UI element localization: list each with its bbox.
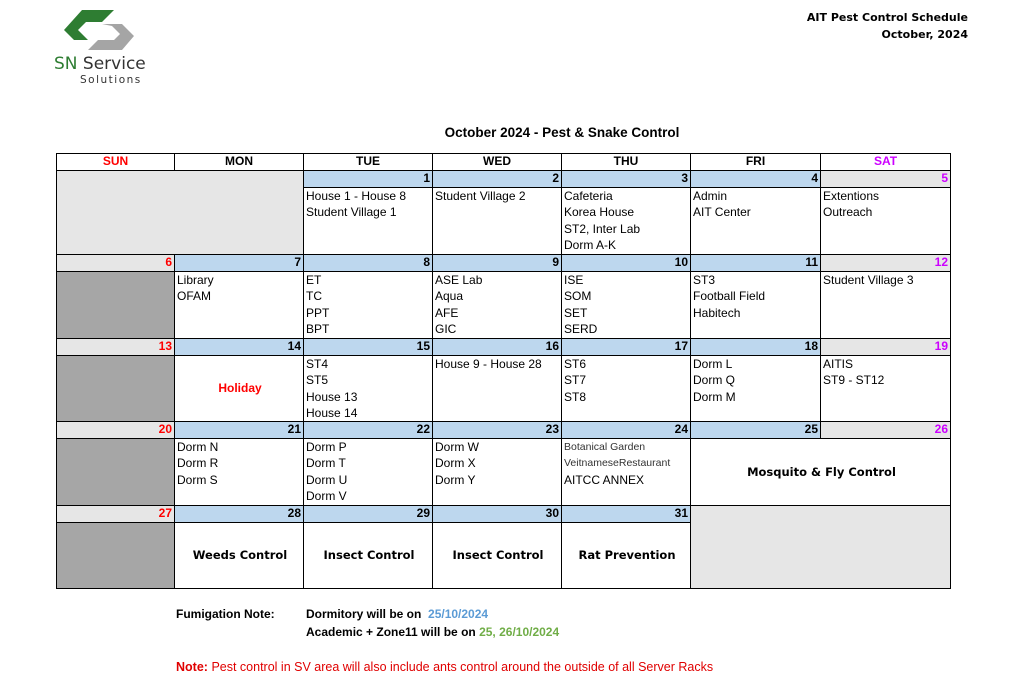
schedule-item: AIT Center <box>693 205 751 220</box>
schedule-item: Dorm A-K <box>564 237 617 252</box>
special-event: Insect Control <box>323 548 415 563</box>
date-number: 25 <box>690 421 821 439</box>
date-number: 22 <box>303 421 433 439</box>
schedule-item: Aqua <box>435 289 464 304</box>
date-number: 23 <box>432 421 562 439</box>
date-number: 1 <box>303 170 433 188</box>
date-number: 24 <box>561 421 691 439</box>
date-number: 20 <box>56 421 175 439</box>
fumigation-line2 <box>306 625 559 639</box>
schedule-item: Student Village 2 <box>435 189 526 203</box>
date-number: 14 <box>174 338 304 356</box>
date-number: 8 <box>303 254 433 272</box>
schedule-item: Cafeteria <box>564 189 613 203</box>
day-cell-1 <box>303 187 433 255</box>
day-cell-4 <box>690 187 821 255</box>
logo-sub: Solutions <box>80 74 142 86</box>
date-number: 9 <box>432 254 562 272</box>
date-number: 4 <box>690 170 821 188</box>
schedule-item: OFAM <box>177 289 212 304</box>
date-number: 27 <box>56 505 175 523</box>
schedule-item: Dorm S <box>177 472 218 487</box>
schedule-item: AITCC ANNEX <box>564 472 645 487</box>
schedule-item: Dorm V <box>306 488 347 503</box>
schedule-item: AITIS <box>823 357 854 371</box>
day-cell-24 <box>561 438 691 506</box>
day-cell-20 <box>56 438 175 506</box>
schedule-item: PPT <box>306 305 330 320</box>
schedule-item: ST2, Inter Lab <box>564 221 641 236</box>
logo-mark-icon <box>52 8 152 54</box>
day-cell-10 <box>561 271 691 339</box>
schedule-item: ST5 <box>306 373 329 388</box>
logo-brand-rest: Service <box>82 54 146 74</box>
fumigation-label: Fumigation Note: <box>176 607 275 621</box>
fumigation-text2: Academic + Zone11 will be on <box>306 625 476 639</box>
schedule-item: ISE <box>564 273 584 287</box>
date-number: 15 <box>303 338 433 356</box>
date-number: 11 <box>690 254 821 272</box>
day-cell-25 <box>690 438 951 506</box>
day-cell-30 <box>432 522 562 589</box>
note-text: Pest control in SV area will also include ants control around the outside of all Server Racks <box>211 660 714 674</box>
schedule-item: ST9 - ST12 <box>823 373 885 388</box>
doc-month: October, 2024 <box>881 28 968 41</box>
schedule-item: Dorm Y <box>435 472 476 487</box>
schedule-item: Outreach <box>823 205 873 220</box>
schedule-item: ET <box>306 273 322 287</box>
day-cell-13 <box>56 355 175 422</box>
day-header-tue: TUE <box>303 153 433 171</box>
schedule-item: Extentions <box>823 189 880 203</box>
day-cell-17 <box>561 355 691 422</box>
day-cell-19 <box>820 355 951 422</box>
date-number: 30 <box>432 505 562 523</box>
schedule-item: Library <box>177 273 214 287</box>
fumigation-date2: 25, 26/10/2024 <box>479 625 560 639</box>
calendar-title: October 2024 - Pest & Snake Control <box>444 125 680 140</box>
schedule-item: Botanical Garden <box>564 441 646 453</box>
fumigation-line1 <box>306 607 488 621</box>
special-event: Insect Control <box>452 548 544 563</box>
day-cell-28 <box>174 522 304 589</box>
special-event: Holiday <box>218 381 262 396</box>
schedule-item: SOM <box>564 289 592 304</box>
date-number: 21 <box>174 421 304 439</box>
day-cell-31 <box>561 522 691 589</box>
schedule-item: ST3 <box>693 273 716 287</box>
day-header-fri: FRI <box>690 153 821 171</box>
schedule-item: House 1 - House 8 <box>306 189 407 203</box>
schedule-item: BPT <box>306 321 330 336</box>
date-number: 6 <box>56 254 175 272</box>
day-cell-7 <box>174 271 304 339</box>
date-number: 29 <box>303 505 433 523</box>
schedule-item: SERD <box>564 321 598 336</box>
schedule-item: Dorm N <box>177 440 219 454</box>
special-event: Mosquito & Fly Control <box>747 464 896 479</box>
date-number: 3 <box>561 170 691 188</box>
schedule-item: TC <box>306 289 322 304</box>
day-cell-5 <box>820 187 951 255</box>
day-cell-2 <box>432 187 562 255</box>
schedule-item: Dorm U <box>306 472 348 487</box>
schedule-item: House 9 - House 28 <box>435 357 542 371</box>
schedule-item: Korea House <box>564 205 635 220</box>
empty-cell <box>56 170 304 255</box>
schedule-item: Dorm W <box>435 440 479 454</box>
schedule-item: ST7 <box>564 373 587 388</box>
schedule-item: GIC <box>435 321 457 336</box>
date-number: 18 <box>690 338 821 356</box>
schedule-item: Student Village 1 <box>306 205 397 220</box>
day-cell-23 <box>432 438 562 506</box>
schedule-item: Dorm T <box>306 456 346 471</box>
schedule-item: House 14 <box>306 405 358 420</box>
day-cell-6 <box>56 271 175 339</box>
schedule-item: ASE Lab <box>435 273 483 287</box>
note-label: Note: <box>176 660 208 674</box>
day-cell-18 <box>690 355 821 422</box>
note-line <box>176 660 713 674</box>
day-cell-14 <box>174 355 304 422</box>
date-number: 31 <box>561 505 691 523</box>
day-cell-15 <box>303 355 433 422</box>
schedule-item: Dorm Q <box>693 373 735 388</box>
day-cell-16 <box>432 355 562 422</box>
day-cell-21 <box>174 438 304 506</box>
logo-brand: SN <box>54 54 78 74</box>
schedule-item: Student Village 3 <box>823 273 914 287</box>
schedule-item: SET <box>564 305 588 320</box>
doc-title: AIT Pest Control Schedule <box>806 11 968 24</box>
day-cell-11 <box>690 271 821 339</box>
date-number: 13 <box>56 338 175 356</box>
day-header-sat: SAT <box>820 153 951 171</box>
schedule-item: Admin <box>693 189 728 203</box>
date-number: 17 <box>561 338 691 356</box>
day-cell-8 <box>303 271 433 339</box>
schedule-item: Habitech <box>693 305 741 320</box>
date-number: 16 <box>432 338 562 356</box>
empty-cell <box>690 505 951 589</box>
date-number: 19 <box>820 338 951 356</box>
date-number: 10 <box>561 254 691 272</box>
company-logo <box>52 8 152 86</box>
date-number: 12 <box>820 254 951 272</box>
day-cell-12 <box>820 271 951 339</box>
date-number: 2 <box>432 170 562 188</box>
schedule-item: AFE <box>435 305 459 320</box>
date-number: 5 <box>820 170 951 188</box>
schedule-item: ST8 <box>564 389 587 404</box>
schedule-item: Football Field <box>693 289 766 304</box>
date-number: 26 <box>820 421 951 439</box>
schedule-item: Dorm P <box>306 440 347 454</box>
schedule-item: ST4 <box>306 357 329 371</box>
fumigation-date1: 25/10/2024 <box>428 607 489 621</box>
date-number: 28 <box>174 505 304 523</box>
schedule-item: VeitnameseRestaurant <box>564 457 671 470</box>
schedule-item: Dorm L <box>693 357 733 371</box>
fumigation-text1: Dormitory will be on <box>306 607 422 621</box>
schedule-item: Dorm X <box>435 456 476 471</box>
schedule-item: Dorm M <box>693 389 736 404</box>
special-event: Rat Prevention <box>578 548 676 563</box>
day-cell-29 <box>303 522 433 589</box>
special-event: Weeds Control <box>192 548 288 563</box>
day-cell-22 <box>303 438 433 506</box>
day-header-mon: MON <box>174 153 304 171</box>
schedule-item: ST6 <box>564 357 587 371</box>
schedule-item: House 13 <box>306 389 358 404</box>
day-cell-3 <box>561 187 691 255</box>
day-header-sun: SUN <box>56 153 175 171</box>
date-number: 7 <box>174 254 304 272</box>
schedule-item: Dorm R <box>177 456 219 471</box>
day-header-wed: WED <box>432 153 562 171</box>
day-header-thu: THU <box>561 153 691 171</box>
day-cell-9 <box>432 271 562 339</box>
day-cell-27 <box>56 522 175 589</box>
